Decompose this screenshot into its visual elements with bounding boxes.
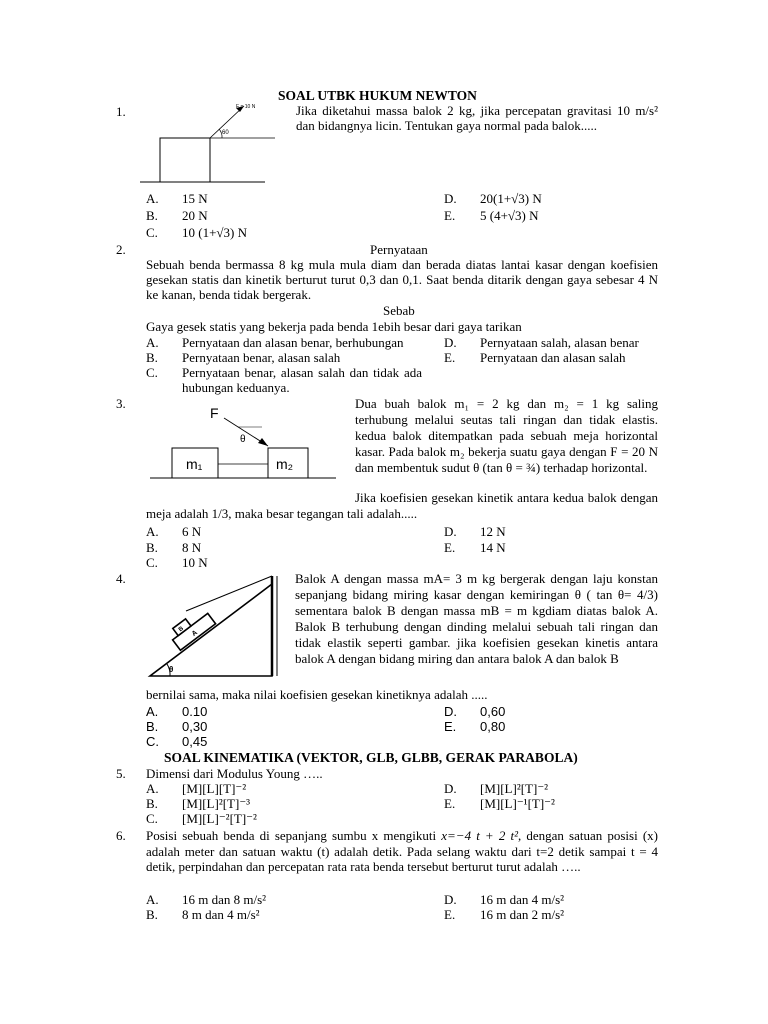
- option-letter: B.: [146, 540, 158, 555]
- option-text: Pernyataan dan alasan salah: [480, 350, 626, 365]
- option-text: 0,80: [480, 719, 506, 734]
- option-letter: B.: [146, 719, 159, 734]
- option-letter: D.: [444, 704, 457, 719]
- option-text: 5 (4+√3) N: [480, 208, 539, 223]
- section-title-kinematika: SOAL KINEMATIKA (VEKTOR, GLB, GLBB, GERAK PARABOLA): [164, 750, 578, 765]
- question-number: 2.: [116, 242, 126, 257]
- option-text: 10 N: [182, 555, 208, 570]
- option-letter: C.: [146, 555, 158, 570]
- block-a-label: A: [190, 629, 200, 639]
- option-text: 8 N: [182, 540, 202, 555]
- option-letter: D.: [444, 191, 457, 206]
- option-text: 14 N: [480, 540, 506, 555]
- mass-label-m1: m₁: [186, 456, 203, 472]
- option-letter: B.: [146, 907, 158, 922]
- option-letter: E.: [444, 208, 456, 223]
- force-label: F: [210, 405, 219, 421]
- position-formula: x=−4 t + 2 t²: [441, 828, 518, 843]
- option-text: Pernyataan benar, alasan salah dan tidak ada hubungan keduanya.: [182, 365, 422, 395]
- option-text: 20(1+√3) N: [480, 191, 542, 206]
- option-text: 20 N: [182, 208, 208, 223]
- option-text: [M][L]²[T]⁻²: [480, 781, 549, 796]
- question-text: Dua buah balok m₁ = 2 kg dan m₂ = 1 kg saling terhubung melalui seutas tali ringan dan tidak elastis. kedua balok ditempatkan pada sebuah meja horizontal kasar. Pada balok m₂ bekerja suatu gaya dengan F = 20 N dan membentuk sudut θ (tan θ = ¾) terhadap horizontal.: [355, 396, 658, 475]
- question-text-cont: bernilai sama, maka nilai koefisien gesekan kinetiknya adalah .....: [146, 687, 488, 702]
- option-text: Pernyataan dan alasan benar, berhubungan: [182, 335, 404, 350]
- question-text-rest: , dengan satuan posisi (x) adalah meter dan satuan waktu (t) adalah detik. Pada selang waktu dari t=2 detik sampai t = 4 detik, perpindahan dan percepatan rata rata benda tersebut berturut turut adalah …..: [146, 828, 659, 874]
- question-number: 1.: [116, 104, 126, 119]
- option-text: 16 m dan 2 m/s²: [480, 907, 565, 922]
- statement-heading: Pernyataan: [370, 242, 428, 257]
- option-text: 10 (1+√3) N: [182, 225, 248, 240]
- option-letter: B.: [146, 796, 158, 811]
- option-text: 15 N: [182, 191, 208, 206]
- option-text: [M][L]⁻²[T]⁻²: [182, 811, 257, 826]
- option-letter: A.: [146, 191, 159, 206]
- option-letter: E.: [444, 907, 456, 922]
- option-letter: A.: [146, 781, 159, 796]
- option-text: 16 m dan 4 m/s²: [480, 892, 565, 907]
- option-text: [M][L]²[T]⁻³: [182, 796, 251, 811]
- angle-label: θ: [240, 434, 246, 445]
- option-letter: C.: [146, 365, 158, 380]
- figure-inclined-plane: [140, 576, 285, 680]
- option-text: 16 m dan 8 m/s²: [182, 892, 267, 907]
- option-text: [M][L][T]⁻²: [182, 781, 247, 796]
- question-text: Dimensi dari Modulus Young …..: [146, 766, 323, 781]
- question-text-cont: Jika koefisien gesekan kinetik antara kedua balok dengan meja adalah 1/3, maka besar tegangan tali adalah.....: [146, 490, 658, 521]
- option-letter: D.: [444, 892, 457, 907]
- option-text: 0,60: [480, 704, 506, 719]
- option-letter: C.: [146, 811, 158, 826]
- option-text: Pernyataan benar, alasan salah: [182, 350, 341, 365]
- question-number: 5.: [116, 766, 126, 781]
- question-number: 3.: [116, 396, 126, 411]
- option-letter: C.: [146, 225, 158, 240]
- option-text: 0.10: [182, 704, 208, 719]
- section-title-newton: SOAL UTBK HUKUM NEWTON: [278, 88, 477, 103]
- question-text-lead: Posisi sebuah benda di sepanjang sumbu x mengikuti: [146, 828, 437, 843]
- option-text: Pernyataan salah, alasan benar: [480, 335, 639, 350]
- option-letter: A.: [146, 335, 159, 350]
- statement-text: Sebuah benda bermassa 8 kg mula mula diam dan berada diatas lantai kasar dengan koefisien gesekan statis dan kinetik berturut turut 0,3 dan 0,1. Saat benda ditarik dengan gaya sebesar 4 N ke kanan, benda tidak bergerak.: [146, 257, 658, 302]
- option-letter: A.: [146, 524, 159, 539]
- question-text: Balok A dengan massa mA= 3 m kg bergerak dengan laju konstan sepanjang bidang miring kasar dengan kemiringan θ ( tan θ= 4/3) sementara balok B dengan massa mB = m kgdiam diatas balok A. Balok B terhubung dengan dinding melalui sebuah tali ringan dan tidak elastik seperti gambar. jika koefisien gesekan kinetis antara balok A dengan bidang miring dan antara balok A dan balok B: [295, 571, 658, 666]
- option-letter: B.: [146, 208, 158, 223]
- option-letter: A.: [146, 704, 159, 719]
- option-text: 6 N: [182, 524, 202, 539]
- question-text: Jika diketahui massa balok 2 kg, jika percepatan gravitasi 10 m/s² dan bidangnya licin. Tentukan gaya normal pada balok.....: [296, 103, 658, 133]
- option-text: 8 m dan 4 m/s²: [182, 907, 260, 922]
- question-number: 4.: [116, 571, 126, 586]
- option-letter: A.: [146, 892, 159, 907]
- option-letter: D.: [444, 524, 457, 539]
- option-letter: E.: [444, 719, 457, 734]
- reason-heading: Sebab: [383, 303, 415, 318]
- force-label: F = 10 N: [236, 104, 256, 110]
- angle-label: θ: [169, 665, 174, 674]
- option-text: [M][L]⁻¹[T]⁻²: [480, 796, 555, 811]
- block-b-label: B: [177, 625, 185, 634]
- figure-two-blocks: [150, 402, 350, 484]
- reason-text: Gaya gesek statis yang bekerja pada benda 1ebih besar dari gaya tarikan: [146, 319, 522, 334]
- option-letter: E.: [444, 540, 456, 555]
- question-number: 6.: [116, 828, 126, 843]
- mass-label-m2: m₂: [276, 456, 294, 472]
- option-text: 12 N: [480, 524, 506, 539]
- option-letter: B.: [146, 350, 158, 365]
- angle-label: 60: [222, 130, 229, 136]
- option-letter: D.: [444, 781, 457, 796]
- option-text: 0,30: [182, 719, 208, 734]
- option-letter: C.: [146, 734, 159, 749]
- option-letter: E.: [444, 350, 456, 365]
- figure-block-on-floor: [140, 98, 290, 188]
- option-letter: E.: [444, 796, 456, 811]
- option-text: 0,45: [182, 734, 208, 749]
- question-text: [146, 828, 658, 875]
- option-letter: D.: [444, 335, 457, 350]
